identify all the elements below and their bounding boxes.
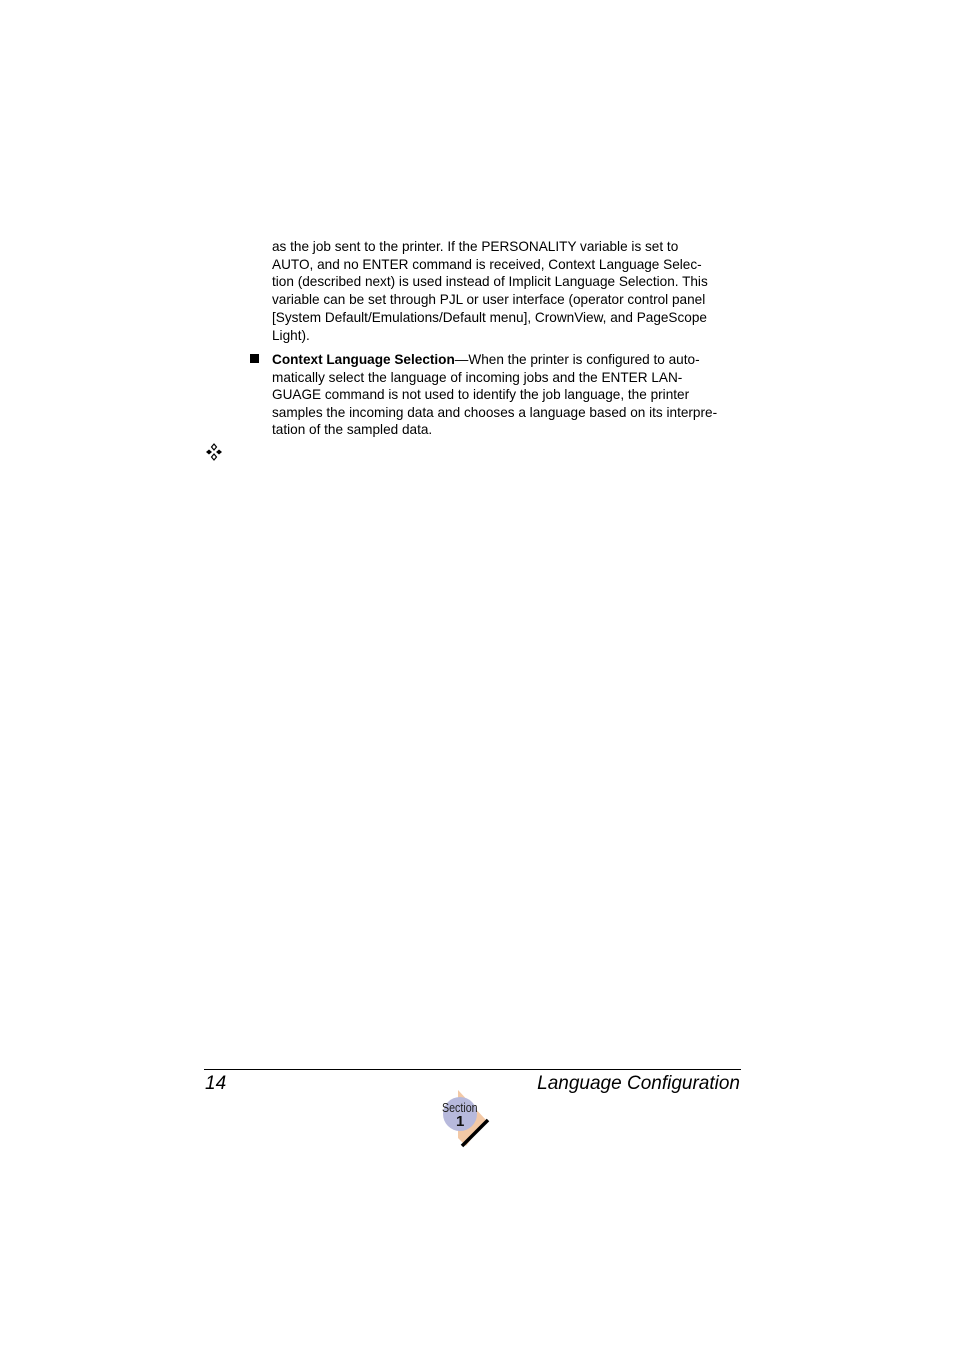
bullet-line: matically select the language of incoming jobs and the ENTER LAN-	[272, 369, 683, 385]
paragraph-line: as the job sent to the printer. If the PERSONALITY variable is set to	[272, 239, 679, 254]
bullet-first-line-rest: —When the printer is configured to auto-	[454, 352, 700, 367]
section-badge-icon	[436, 1086, 496, 1150]
paragraph-line: tion (described next) is used instead of Implicit Language Selection. This	[272, 274, 708, 290]
four-diamond-end-mark-icon	[205, 443, 223, 461]
paragraph-line: AUTO, and no ENTER command is received, Context Language Selec-	[272, 256, 702, 272]
bullet-line: tation of the sampled data.	[272, 422, 433, 437]
bullet-line: samples the incoming data and chooses a language based on its interpre-	[272, 404, 718, 420]
bullet-term: Context Language Selection	[272, 352, 455, 367]
section-label: Section	[442, 1100, 478, 1115]
paragraph-line: variable can be set through PJL or user interface (operator control panel	[272, 292, 706, 308]
continuation-paragraph	[272, 238, 744, 344]
bullet-item-context-language-selection	[272, 351, 744, 439]
bullet-square-icon	[250, 354, 259, 363]
bullet-line: GUAGE command is not used to identify the job language, the printer	[272, 387, 690, 402]
paragraph-line: Light).	[272, 327, 310, 343]
footer-title: Language Configuration	[537, 1073, 740, 1094]
footer-rule	[204, 1069, 741, 1070]
paragraph-line: [System Default/Emulations/Default menu], CrownView, and PageScope	[272, 309, 707, 325]
section-number: 1	[456, 1113, 465, 1130]
page-number: 14	[205, 1073, 227, 1094]
bullet-first-line	[272, 351, 744, 369]
